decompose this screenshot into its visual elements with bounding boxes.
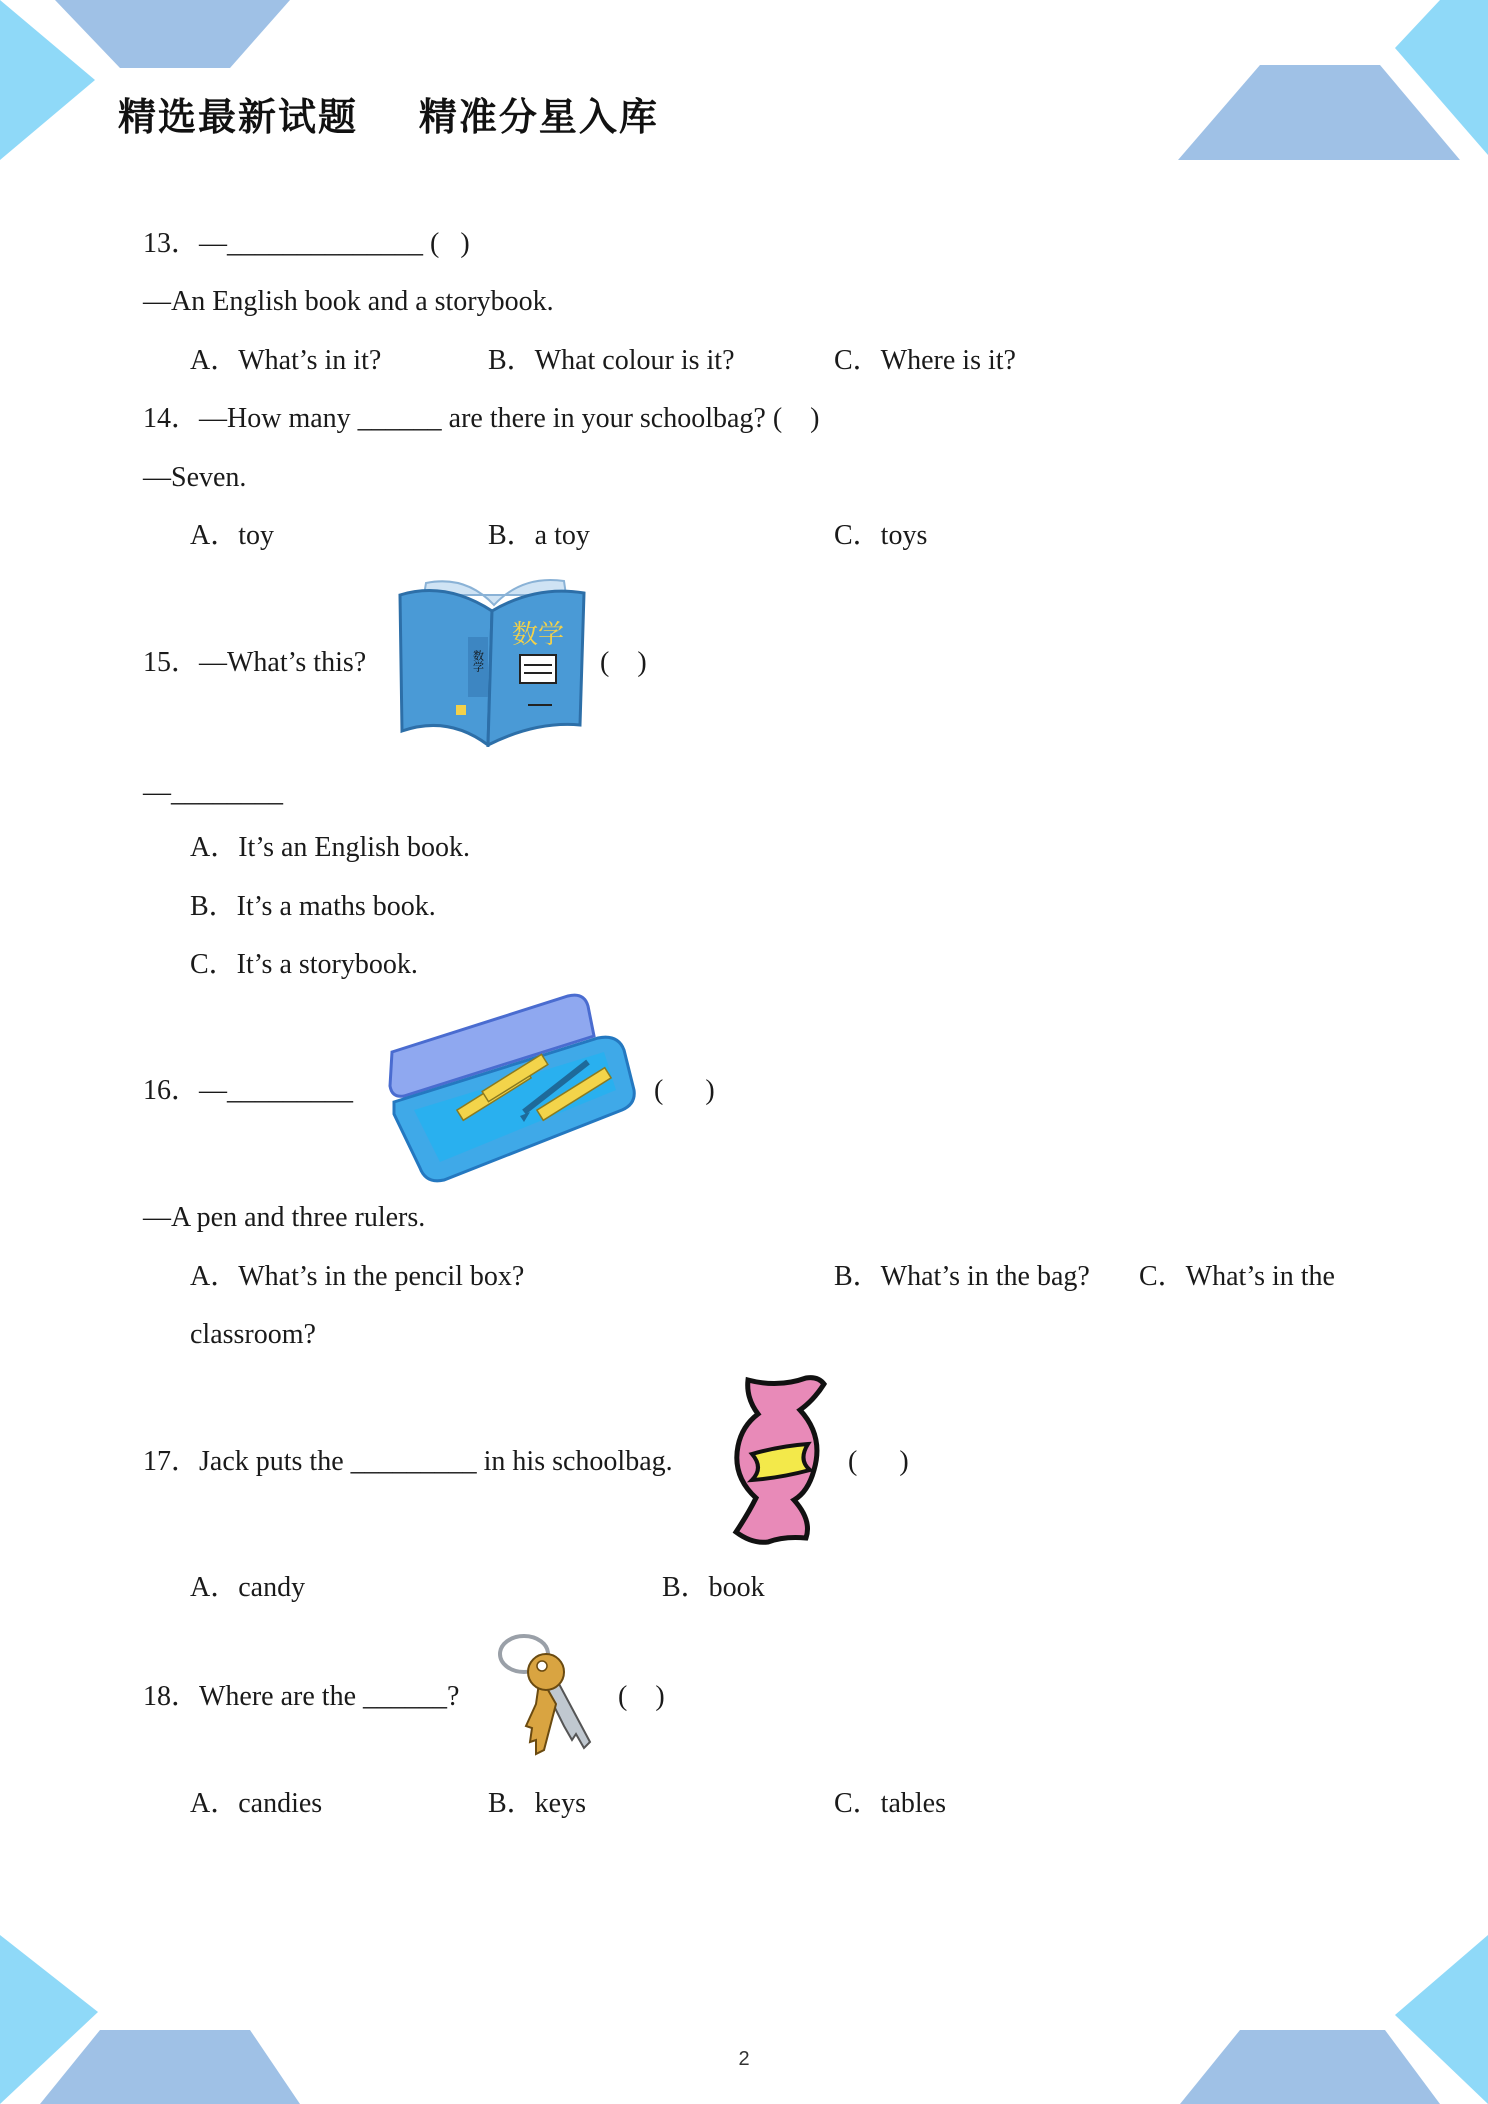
top-left-trapezoid (55, 0, 290, 68)
q15-option-b[interactable]: B．It’s a maths book. (190, 891, 436, 922)
q14-option-b[interactable]: B．a toy (488, 520, 590, 551)
q17-option-a[interactable]: A．candy (190, 1572, 306, 1603)
q16-stem: 16．—_________ (143, 1075, 354, 1106)
q18-option-c[interactable]: C．tables (834, 1788, 946, 1819)
top-right-trapezoid (1178, 65, 1460, 160)
page-number: 2 (738, 2048, 750, 2070)
maths-book-image (396, 575, 588, 747)
q13-answer: —An English book and a storybook. (143, 286, 554, 317)
q17-option-b[interactable]: B．book (662, 1572, 765, 1603)
q16-option-a[interactable]: A．What’s in the pencil box? (190, 1261, 525, 1292)
q16-answer-paren: ( ) (654, 1075, 715, 1106)
q15-stem: 15．—What’s this? (143, 647, 367, 678)
q18-option-b[interactable]: B．keys (488, 1788, 587, 1819)
q18-option-a[interactable]: A．candies (190, 1788, 323, 1819)
candy-image (728, 1374, 834, 1546)
q18-stem: 18．Where are the ______? (143, 1681, 460, 1712)
pencil-box-image (384, 992, 640, 1184)
book-cover-title: 数学 (511, 620, 565, 650)
q13-option-b[interactable]: B．What colour is it? (488, 345, 735, 376)
book-spine-text: 数学 (471, 650, 485, 672)
q13-stem: 13．—______________ ( ) (143, 228, 470, 259)
q15-answer-paren: ( ) (600, 647, 647, 678)
q16-option-c[interactable]: C．What’s in the (1139, 1261, 1335, 1292)
header-title: 精选最新试题 精准分星入库 (118, 95, 659, 139)
q14-option-c[interactable]: C．toys (834, 520, 928, 551)
q15-option-a[interactable]: A．It’s an English book. (190, 832, 470, 863)
q17-stem: 17．Jack puts the _________ in his schoolbag. (143, 1446, 673, 1477)
q14-option-a[interactable]: A．toy (190, 520, 275, 551)
q16-answer: —A pen and three rulers. (143, 1202, 426, 1233)
q15-option-c[interactable]: C．It’s a storybook. (190, 949, 418, 980)
keys-image (492, 1632, 608, 1758)
q14-answer: —Seven. (143, 462, 247, 493)
q13-option-c[interactable]: C．Where is it? (834, 345, 1016, 376)
q16-option-b[interactable]: B．What’s in the bag? (834, 1261, 1090, 1292)
q17-answer-paren: ( ) (848, 1446, 909, 1477)
q16-option-c-continued[interactable]: classroom? (190, 1319, 316, 1350)
q14-stem: 14．—How many ______ are there in your schoolbag? ( ) (143, 403, 820, 434)
q15-blank: —________ (143, 777, 283, 808)
q18-answer-paren: ( ) (618, 1681, 665, 1712)
q13-option-a[interactable]: A．What’s in it? (190, 345, 382, 376)
